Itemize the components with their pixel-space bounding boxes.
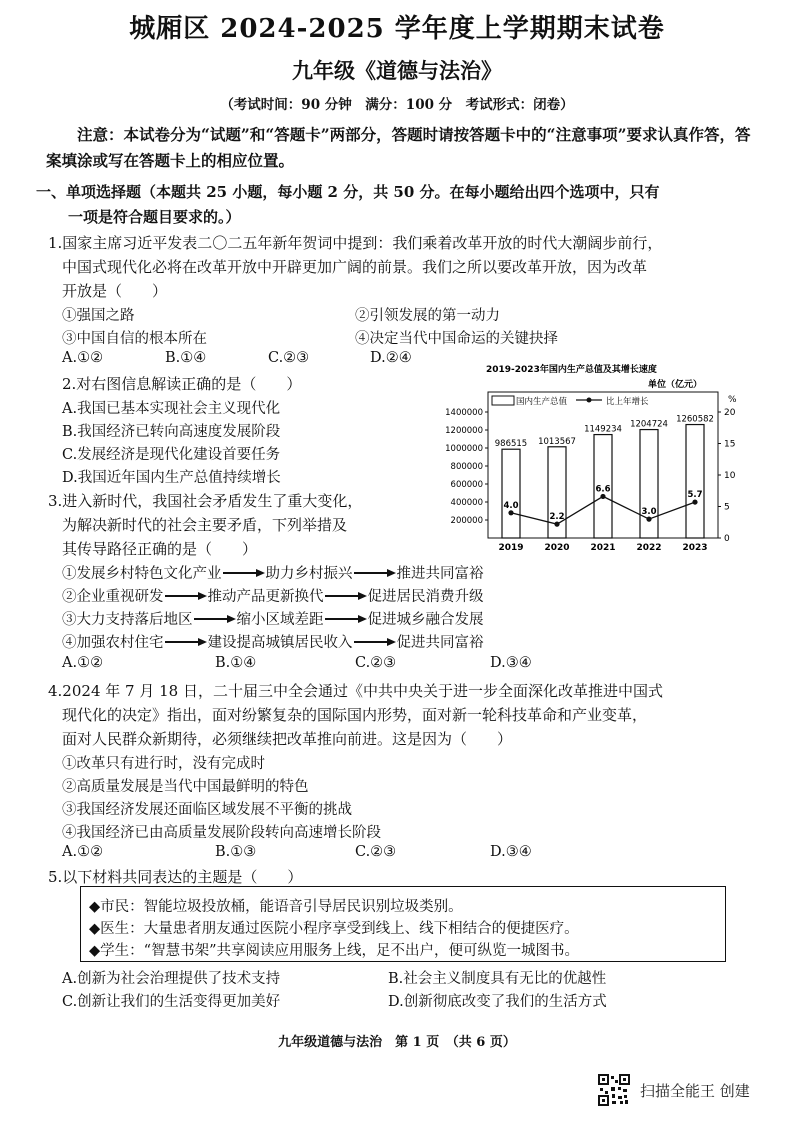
q1-option-b: B.①④ <box>165 350 207 366</box>
growth-point-label: 2.2 <box>549 512 565 523</box>
exam-subtitle: 九年级《道德与法治》 <box>292 58 502 83</box>
x-tick-label: 2019 <box>498 543 524 553</box>
y2-tick-label: 20 <box>724 408 736 418</box>
exam-info: （考试时间：90 分钟 满分：100 分 考试形式：闭卷） <box>220 97 574 113</box>
q4-option-b: B.①③ <box>215 844 257 860</box>
y2-tick-label: 0 <box>724 534 730 544</box>
x-tick-label: 2022 <box>636 543 662 553</box>
q1-stem-line3: 开放是（ ） <box>62 282 168 300</box>
q2-option-d: D.我国近年国内生产总值持续增长 <box>62 470 281 486</box>
q3-chain-step: 建设提高城镇居民收入 <box>207 635 353 651</box>
q3-chain-step: 缩小区域差距 <box>236 612 324 628</box>
q1-option-c: C.②③ <box>268 350 310 366</box>
q4-item: ②高质量发展是当代中国最鲜明的特色 <box>62 779 309 795</box>
q1-item: ②引领发展的第一动力 <box>355 308 500 324</box>
arrow-right-icon <box>324 614 368 624</box>
legend-line-label: 比上年增长 <box>606 397 649 407</box>
q4-item: ④我国经济已由高质量发展阶段转向高速增长阶段 <box>62 825 381 841</box>
q3-stem-line2: 为解决新时代的社会主要矛盾，下列举措及 <box>62 516 348 534</box>
y-tick-label: 1400000 <box>445 408 483 418</box>
q3-chain-2 <box>62 585 484 606</box>
legend-line-marker <box>587 398 592 403</box>
y2-tick-label: 5 <box>724 502 730 513</box>
q3-option-c: C.②③ <box>355 655 397 671</box>
chart-title: 2019-2023年国内生产总值及其增长速度 <box>486 365 657 375</box>
growth-point <box>508 510 513 515</box>
q5-material-doctor: ◆医生：大量患者朋友通过医院小程序享受到线上、线下相结合的便捷医疗。 <box>89 921 579 937</box>
q1-item: ③中国自信的根本所在 <box>62 331 207 347</box>
scanner-watermark <box>598 1074 750 1106</box>
arrow-right-icon <box>164 637 208 647</box>
q3-chain-step: ②企业重视研发 <box>62 589 164 605</box>
gdp-chart <box>436 360 742 560</box>
arrow-right-icon <box>353 637 397 647</box>
q3-chain-step: ④加强农村住宅 <box>62 635 164 651</box>
scanner-label: 扫描全能王 创建 <box>640 1081 750 1100</box>
y-tick-label: 800000 <box>450 462 483 472</box>
q3-chain-step: 推进共同富裕 <box>396 566 484 582</box>
gdp-bar-label: 1149234 <box>584 424 622 435</box>
q4-stem-line1: 4.2024 年 7 月 18 日，二十届三中全会通过《中共中央关于进一步全面深化改革推进中国式 <box>48 682 663 700</box>
arrow-right-icon <box>222 568 266 578</box>
gdp-bar-label: 1204724 <box>630 419 668 430</box>
q3-stem-line1: 3.进入新时代，我国社会矛盾发生了重大变化， <box>48 492 363 510</box>
y2-tick-label: 15 <box>724 439 736 450</box>
gdp-bar-label: 1013567 <box>538 436 576 447</box>
growth-point-label: 4.0 <box>503 500 519 511</box>
q1-option-d: D.②④ <box>370 350 412 366</box>
chart-unit: 单位（亿元） <box>648 380 703 390</box>
q3-stem-line3: 其传导路径正确的是（ ） <box>62 540 258 558</box>
q4-item: ③我国经济发展还面临区域发展不平衡的挑战 <box>62 802 352 818</box>
q3-chain-1 <box>62 562 484 583</box>
section-heading-cont: 一项是符合题目要求的。） <box>68 208 241 226</box>
growth-point <box>646 517 651 522</box>
q2-option-a: A.我国已基本实现社会主义现代化 <box>62 401 281 417</box>
y-tick-label: 400000 <box>450 498 483 508</box>
arrow-right-icon <box>324 591 368 601</box>
growth-point-label: 5.7 <box>687 490 703 501</box>
q5-material-citizen: ◆市民：智能垃圾投放桶，能语音引导居民识别垃圾类别。 <box>89 899 463 915</box>
gdp-bar <box>502 449 520 538</box>
q2-option-c: C.发展经济是现代化建设首要任务 <box>62 447 281 463</box>
gdp-bar <box>640 430 658 538</box>
q3-chain-step: 促进居民消费升级 <box>367 589 484 605</box>
q3-option-b: B.①④ <box>215 655 257 671</box>
arrow-right-icon <box>164 591 208 601</box>
arrow-right-icon <box>193 614 237 624</box>
q3-chain-4 <box>62 631 484 652</box>
gdp-bar-label: 986515 <box>494 439 528 450</box>
q1-stem-line1: 1.国家主席习近平发表二〇二五年新年贺词中提到：我们乘着改革开放的时代大潮阔步前行， <box>48 234 663 252</box>
q5-option-d: D.创新彻底改变了我们的生活方式 <box>388 994 607 1010</box>
q5-option-c: C.创新让我们的生活变得更加美好 <box>62 994 281 1010</box>
growth-point <box>692 499 697 504</box>
gdp-bar-label: 1260582 <box>676 414 714 425</box>
q1-option-a: A.①② <box>62 350 104 366</box>
q5-option-b: B.社会主义制度具有无比的优越性 <box>388 971 607 987</box>
q4-stem-line2: 现代化的决定》指出，面对纷繁复杂的国际国内形势，面对新一轮科技革命和产业变革， <box>62 706 648 724</box>
section-heading: 一、单项选择题（本题共 25 小题，每小题 2 分，共 50 分。在每小题给出四个选项中，只有 <box>36 183 660 201</box>
legend-bar-swatch <box>492 396 514 405</box>
y-tick-label: 200000 <box>450 516 483 526</box>
y-tick-label: 1200000 <box>445 426 483 436</box>
q5-material-box <box>80 886 726 962</box>
y2-tick-label: 10 <box>724 471 736 481</box>
q2-option-b: B.我国经济已转向高速度发展阶段 <box>62 424 281 440</box>
q3-option-d: D.③④ <box>490 655 532 671</box>
q3-option-a: A.①② <box>62 655 104 671</box>
x-tick-label: 2021 <box>590 543 616 553</box>
growth-point-label: 6.6 <box>595 484 611 495</box>
q1-item: ①强国之路 <box>62 308 135 324</box>
q3-chain-step: 促进城乡融合发展 <box>367 612 484 628</box>
q4-option-a: A.①② <box>62 844 104 860</box>
q4-option-c: C.②③ <box>355 844 397 860</box>
q3-chain-3 <box>62 608 484 629</box>
exam-title: 城厢区 2024-2025 学年度上学期期末试卷 <box>129 14 665 44</box>
q3-chain-step: ③大力支持落后地区 <box>62 612 193 628</box>
qr-code-icon <box>598 1074 630 1106</box>
q5-material-student: ◆学生：“智慧书架”共享阅读应用服务上线，足不出户，便可纵览一城图书。 <box>89 943 579 959</box>
growth-point <box>554 522 559 527</box>
q4-item: ①改革只有进行时，没有完成时 <box>62 756 265 772</box>
y-tick-label: 600000 <box>450 480 483 490</box>
exam-notice: 注意：本试卷分为“试题”和“答题卡”两部分，答题时请按答题卡中的“注意事项”要求认真作答，答案填涂或写在答题卡上的相应位置。 <box>46 125 751 170</box>
growth-point-label: 3.0 <box>641 507 657 518</box>
gdp-bar <box>686 425 704 538</box>
q5-stem: 5.以下材料共同表达的主题是（ ） <box>48 868 303 886</box>
chart-legend <box>492 396 649 407</box>
q5-option-a: A.创新为社会治理提供了技术支持 <box>62 971 281 987</box>
q1-stem-line2: 中国式现代化必将在改革开放中开辟更加广阔的前景。我们之所以要改革开放，因为改革 <box>62 258 648 276</box>
q3-chain-step: 助力乡村振兴 <box>265 566 353 582</box>
x-tick-label: 2023 <box>682 543 708 553</box>
chart-right-unit: % <box>728 395 737 405</box>
q3-chain-step: 推动产品更新换代 <box>207 589 324 605</box>
page-footer: 九年级道德与法治 第 1 页 （共 6 页） <box>278 1035 516 1050</box>
q1-item: ④决定当代中国命运的关键抉择 <box>355 331 558 347</box>
chart-bars <box>495 415 714 538</box>
q2-stem: 2.对右图信息解读正确的是（ ） <box>62 375 302 393</box>
legend-bar-label: 国内生产总值 <box>516 397 568 407</box>
q4-stem-line3: 面对人民群众新期待，必须继续把改革推向前进。这是因为（ ） <box>62 730 513 748</box>
y-tick-label: 1000000 <box>445 444 483 454</box>
q3-chain-step: ①发展乡村特色文化产业 <box>62 566 222 582</box>
arrow-right-icon <box>353 568 397 578</box>
growth-point <box>600 494 605 499</box>
q4-option-d: D.③④ <box>490 844 532 860</box>
q3-chain-step: 促进共同富裕 <box>396 635 484 651</box>
x-tick-label: 2020 <box>544 543 570 553</box>
